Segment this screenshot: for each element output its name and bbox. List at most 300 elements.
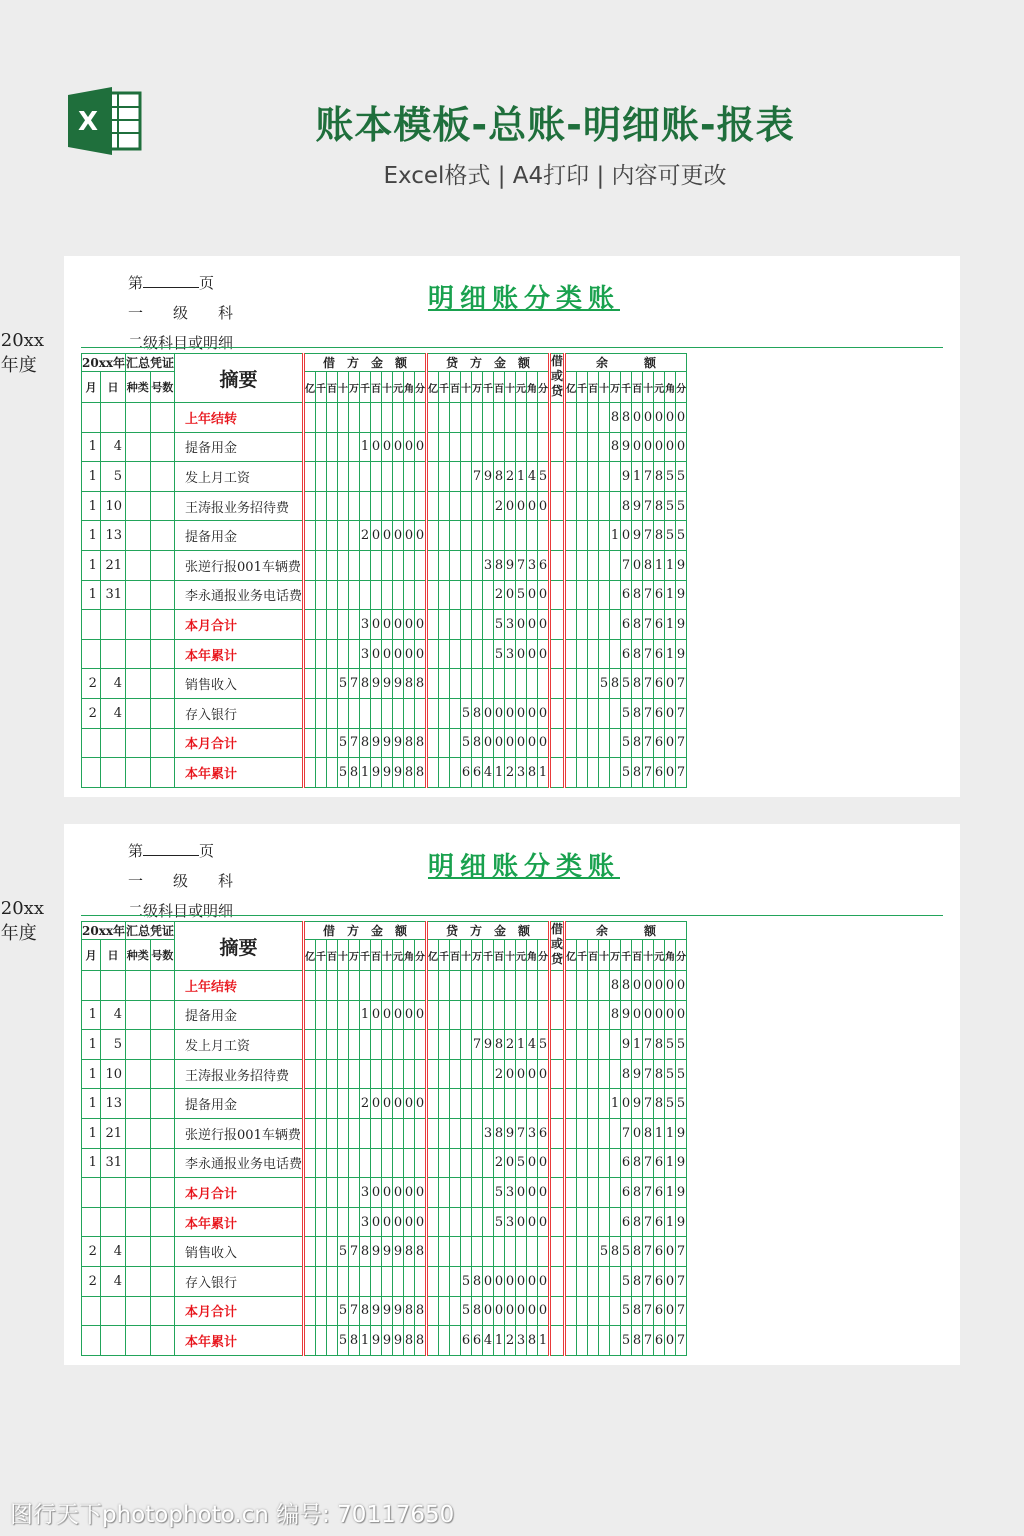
amount-digit: 5	[338, 1237, 349, 1267]
type-cell	[126, 1326, 151, 1356]
amount-digit: 0	[527, 580, 538, 610]
summary-cell: 本年累计	[175, 758, 304, 788]
amount-digit: 0	[415, 1178, 427, 1208]
amount-digit	[588, 728, 599, 758]
amount-digit: 0	[538, 1207, 550, 1237]
amount-digit	[304, 698, 316, 728]
day-cell	[100, 728, 125, 758]
amount-digit	[505, 1237, 516, 1267]
month-cell: 1	[82, 432, 101, 462]
amount-digit: 0	[516, 698, 527, 728]
table-row	[82, 1000, 687, 1030]
amount-digit	[472, 432, 483, 462]
amount-digit: 5	[676, 1059, 687, 1089]
amount-digit	[327, 1266, 338, 1296]
amount-digit: 1	[665, 550, 676, 580]
amount-digit	[327, 1296, 338, 1326]
type-cell	[126, 1237, 151, 1267]
amount-digit	[565, 758, 577, 788]
amount-digit	[599, 491, 610, 521]
amount-digit: 0	[665, 432, 676, 462]
amount-digit: 8	[494, 550, 505, 580]
amount-digit	[371, 1059, 382, 1089]
amount-digit: 0	[505, 491, 516, 521]
amount-digit: 8	[654, 1089, 665, 1119]
table-row	[82, 610, 687, 640]
amount-digit	[439, 1118, 450, 1148]
type-cell	[126, 669, 151, 699]
amount-digit: 3	[505, 1207, 516, 1237]
debit-or-credit-cell	[550, 580, 565, 610]
digit-label: 百	[588, 372, 599, 403]
amount-digit	[393, 1030, 404, 1060]
amount-digit: 7	[676, 758, 687, 788]
amount-digit: 8	[610, 1237, 621, 1267]
amount-digit	[338, 1178, 349, 1208]
amount-digit	[382, 403, 393, 433]
amount-digit	[610, 1118, 621, 1148]
amount-digit	[439, 1237, 450, 1267]
amount-digit	[610, 639, 621, 669]
amount-digit	[610, 1266, 621, 1296]
amount-digit: 9	[371, 758, 382, 788]
amount-digit	[382, 1118, 393, 1148]
month-cell: 2	[82, 1237, 101, 1267]
col-month: 月	[82, 372, 101, 403]
amount-digit	[338, 550, 349, 580]
digit-label: 分	[538, 940, 550, 971]
amount-digit	[494, 1000, 505, 1030]
amount-digit	[349, 462, 360, 492]
amount-digit	[404, 550, 415, 580]
amount-digit	[349, 1030, 360, 1060]
amount-digit	[483, 1148, 494, 1178]
col-balance: 余 额	[565, 354, 687, 372]
amount-digit	[494, 971, 505, 1001]
amount-digit: 5	[621, 1296, 632, 1326]
amount-digit: 7	[349, 1237, 360, 1267]
amount-digit: 1	[665, 1178, 676, 1208]
amount-digit	[461, 1148, 472, 1178]
amount-digit	[450, 1296, 461, 1326]
amount-digit	[461, 550, 472, 580]
amount-digit: 0	[516, 1059, 527, 1089]
debit-or-credit-cell	[550, 1000, 565, 1030]
debit-or-credit-cell	[550, 669, 565, 699]
amount-digit: 8	[632, 610, 643, 640]
amount-digit	[316, 1207, 327, 1237]
amount-digit	[577, 1266, 588, 1296]
amount-digit	[494, 669, 505, 699]
amount-digit	[461, 1237, 472, 1267]
amount-digit	[461, 1030, 472, 1060]
amount-digit	[316, 580, 327, 610]
amount-digit	[599, 1266, 610, 1296]
amount-digit	[360, 1030, 371, 1060]
amount-digit	[588, 550, 599, 580]
type-cell	[126, 758, 151, 788]
amount-digit	[404, 462, 415, 492]
amount-digit	[316, 728, 327, 758]
amount-digit: 0	[415, 1089, 427, 1119]
digit-label: 十	[338, 940, 349, 971]
amount-digit: 5	[665, 462, 676, 492]
digit-label: 亿	[427, 940, 439, 971]
amount-digit	[304, 1148, 316, 1178]
amount-digit	[316, 1237, 327, 1267]
digit-label: 角	[665, 940, 676, 971]
amount-digit	[577, 432, 588, 462]
amount-digit: 9	[382, 758, 393, 788]
amount-digit	[382, 462, 393, 492]
amount-digit	[450, 758, 461, 788]
digit-label: 亿	[304, 940, 316, 971]
amount-digit: 0	[665, 698, 676, 728]
amount-digit	[450, 403, 461, 433]
debit-or-credit-cell	[550, 1207, 565, 1237]
amount-digit: 7	[676, 728, 687, 758]
col-credit: 贷 方 金 额	[427, 922, 550, 940]
amount-digit	[483, 971, 494, 1001]
amount-digit: 7	[621, 1118, 632, 1148]
amount-digit	[588, 1118, 599, 1148]
amount-digit: 8	[632, 580, 643, 610]
amount-digit: 5	[461, 1296, 472, 1326]
amount-digit: 7	[643, 698, 654, 728]
svg-text:X: X	[77, 107, 99, 137]
amount-digit	[338, 1000, 349, 1030]
amount-digit	[427, 669, 439, 699]
col-balance: 余 额	[565, 922, 687, 940]
amount-digit: 2	[360, 521, 371, 551]
amount-digit	[360, 491, 371, 521]
amount-digit	[565, 1266, 577, 1296]
amount-digit	[404, 1148, 415, 1178]
amount-digit: 7	[643, 1296, 654, 1326]
digit-label: 元	[393, 372, 404, 403]
amount-digit: 6	[654, 610, 665, 640]
day-cell: 31	[100, 580, 125, 610]
amount-digit: 8	[404, 728, 415, 758]
amount-digit	[404, 698, 415, 728]
amount-digit: 6	[654, 580, 665, 610]
month-cell	[82, 1207, 101, 1237]
amount-digit	[338, 1030, 349, 1060]
summary-cell: 李永通报业务电话费	[175, 1148, 304, 1178]
debit-or-credit-cell	[550, 1326, 565, 1356]
amount-digit	[472, 971, 483, 1001]
amount-digit: 7	[643, 639, 654, 669]
amount-digit: 0	[371, 610, 382, 640]
amount-digit	[304, 1000, 316, 1030]
amount-digit	[565, 1089, 577, 1119]
amount-digit: 8	[360, 1296, 371, 1326]
amount-digit: 0	[665, 1326, 676, 1356]
amount-digit: 5	[494, 1207, 505, 1237]
amount-digit	[415, 550, 427, 580]
amount-digit	[415, 1030, 427, 1060]
amount-digit: 1	[610, 1089, 621, 1119]
amount-digit: 5	[599, 669, 610, 699]
amount-digit: 9	[621, 1030, 632, 1060]
amount-digit	[565, 403, 577, 433]
digit-label: 十	[505, 940, 516, 971]
amount-digit: 0	[393, 1089, 404, 1119]
amount-digit	[505, 403, 516, 433]
amount-digit: 7	[643, 491, 654, 521]
amount-digit: 8	[415, 669, 427, 699]
amount-digit	[588, 491, 599, 521]
amount-digit: 6	[654, 1326, 665, 1356]
amount-digit: 9	[676, 1178, 687, 1208]
amount-digit: 8	[360, 669, 371, 699]
month-cell	[82, 971, 101, 1001]
amount-digit: 8	[610, 971, 621, 1001]
amount-digit	[371, 462, 382, 492]
amount-digit: 0	[382, 610, 393, 640]
amount-digit	[588, 1266, 599, 1296]
amount-digit: 8	[349, 1326, 360, 1356]
digit-label: 亿	[304, 372, 316, 403]
amount-digit: 9	[382, 728, 393, 758]
amount-digit	[349, 971, 360, 1001]
amount-digit	[360, 1266, 371, 1296]
amount-digit	[599, 432, 610, 462]
day-cell: 5	[100, 462, 125, 492]
amount-digit	[610, 1178, 621, 1208]
number-cell	[150, 1266, 174, 1296]
amount-digit	[565, 1030, 577, 1060]
amount-digit	[427, 1059, 439, 1089]
amount-digit: 8	[632, 1207, 643, 1237]
amount-digit	[577, 669, 588, 699]
amount-digit	[304, 462, 316, 492]
amount-digit	[577, 1059, 588, 1089]
amount-digit	[338, 462, 349, 492]
amount-digit: 7	[643, 1148, 654, 1178]
amount-digit: 1	[360, 1326, 371, 1356]
digit-label: 角	[404, 940, 415, 971]
col-summary: 摘要	[175, 354, 304, 403]
amount-digit	[304, 521, 316, 551]
month-cell	[82, 1296, 101, 1326]
col-type: 种类	[126, 372, 151, 403]
amount-digit: 0	[404, 1000, 415, 1030]
amount-digit	[338, 698, 349, 728]
amount-digit	[461, 1178, 472, 1208]
amount-digit: 0	[676, 1000, 687, 1030]
digit-label: 千	[316, 372, 327, 403]
digit-label: 百	[632, 940, 643, 971]
amount-digit: 7	[643, 610, 654, 640]
amount-digit: 4	[483, 758, 494, 788]
table-row	[82, 1326, 687, 1356]
amount-digit	[565, 610, 577, 640]
amount-digit: 9	[483, 462, 494, 492]
amount-digit: 6	[654, 1237, 665, 1267]
amount-digit: 5	[676, 521, 687, 551]
amount-digit: 0	[393, 1000, 404, 1030]
day-cell	[100, 1207, 125, 1237]
amount-digit: 8	[632, 669, 643, 699]
amount-digit: 0	[516, 1207, 527, 1237]
ledger-panel-2	[0, 824, 960, 1365]
amount-digit	[427, 491, 439, 521]
digit-label: 万	[610, 372, 621, 403]
type-cell	[126, 1059, 151, 1089]
amount-digit	[439, 491, 450, 521]
digit-label: 万	[349, 372, 360, 403]
amount-digit: 0	[527, 639, 538, 669]
amount-digit	[450, 580, 461, 610]
amount-digit: 0	[621, 521, 632, 551]
amount-digit: 5	[599, 1237, 610, 1267]
amount-digit: 2	[360, 1089, 371, 1119]
amount-digit: 9	[382, 669, 393, 699]
amount-digit: 0	[382, 1000, 393, 1030]
amount-digit: 9	[632, 1059, 643, 1089]
amount-digit	[450, 728, 461, 758]
amount-digit: 0	[483, 1266, 494, 1296]
amount-digit: 3	[527, 1118, 538, 1148]
amount-digit	[599, 1059, 610, 1089]
number-cell	[150, 1207, 174, 1237]
amount-digit	[349, 1000, 360, 1030]
amount-digit: 5	[461, 728, 472, 758]
amount-digit	[327, 1089, 338, 1119]
amount-digit: 7	[643, 1207, 654, 1237]
amount-digit: 3	[516, 1326, 527, 1356]
amount-digit	[588, 1296, 599, 1326]
amount-digit: 5	[665, 1089, 676, 1119]
amount-digit	[610, 1207, 621, 1237]
month-cell: 2	[82, 669, 101, 699]
amount-digit	[349, 698, 360, 728]
amount-digit	[316, 1000, 327, 1030]
amount-digit	[577, 1000, 588, 1030]
amount-digit	[538, 521, 550, 551]
amount-digit: 3	[516, 758, 527, 788]
digit-label: 十	[505, 372, 516, 403]
amount-digit: 9	[676, 1118, 687, 1148]
amount-digit	[338, 971, 349, 1001]
amount-digit	[404, 971, 415, 1001]
amount-digit: 1	[665, 1148, 676, 1178]
ledger-title: 明细账分类账	[427, 852, 620, 882]
digit-label: 百	[371, 940, 382, 971]
amount-digit	[577, 1237, 588, 1267]
amount-digit	[360, 1148, 371, 1178]
amount-digit	[588, 669, 599, 699]
amount-digit: 8	[404, 1326, 415, 1356]
amount-digit	[610, 758, 621, 788]
amount-digit	[360, 580, 371, 610]
amount-digit: 9	[371, 1326, 382, 1356]
month-cell: 1	[82, 1059, 101, 1089]
amount-digit: 0	[538, 1178, 550, 1208]
amount-digit: 3	[360, 610, 371, 640]
amount-digit	[577, 698, 588, 728]
day-cell: 4	[100, 432, 125, 462]
col-day: 日	[100, 940, 125, 971]
amount-digit: 5	[338, 728, 349, 758]
table-row	[82, 758, 687, 788]
amount-digit: 0	[654, 432, 665, 462]
amount-digit: 6	[654, 1266, 665, 1296]
amount-digit	[577, 1296, 588, 1326]
digit-label: 百	[588, 940, 599, 971]
amount-digit	[393, 698, 404, 728]
amount-digit	[415, 698, 427, 728]
amount-digit: 2	[494, 580, 505, 610]
amount-digit	[349, 1059, 360, 1089]
amount-digit	[565, 971, 577, 1001]
amount-digit: 0	[527, 698, 538, 728]
amount-digit	[338, 639, 349, 669]
debit-or-credit-cell	[550, 1178, 565, 1208]
digit-label: 千	[621, 940, 632, 971]
amount-digit	[316, 521, 327, 551]
amount-digit: 8	[632, 639, 643, 669]
amount-digit	[316, 639, 327, 669]
amount-digit	[427, 462, 439, 492]
amount-digit	[577, 1089, 588, 1119]
amount-digit: 1	[538, 1326, 550, 1356]
amount-digit	[565, 521, 577, 551]
amount-digit	[439, 403, 450, 433]
digit-label: 十	[382, 372, 393, 403]
amount-digit: 6	[621, 1148, 632, 1178]
digit-label: 千	[439, 940, 450, 971]
amount-digit: 0	[505, 728, 516, 758]
amount-digit: 0	[632, 971, 643, 1001]
digit-label: 十	[599, 940, 610, 971]
amount-digit	[577, 1326, 588, 1356]
table-row	[82, 1059, 687, 1089]
amount-digit: 5	[676, 462, 687, 492]
summary-cell: 存入银行	[175, 698, 304, 728]
digit-label: 百	[450, 372, 461, 403]
amount-digit	[404, 1266, 415, 1296]
amount-digit	[427, 1296, 439, 1326]
amount-digit	[427, 580, 439, 610]
amount-digit: 0	[643, 403, 654, 433]
digit-label: 千	[439, 372, 450, 403]
amount-digit	[349, 1178, 360, 1208]
amount-digit: 6	[472, 1326, 483, 1356]
amount-digit	[588, 580, 599, 610]
amount-digit: 5	[621, 669, 632, 699]
amount-digit: 5	[516, 580, 527, 610]
col-number: 号数	[150, 940, 174, 971]
summary-cell: 发上月工资	[175, 1030, 304, 1060]
amount-digit	[371, 698, 382, 728]
month-cell: 1	[82, 580, 101, 610]
amount-digit: 1	[665, 610, 676, 640]
amount-digit	[599, 639, 610, 669]
type-cell	[126, 728, 151, 758]
type-cell	[126, 491, 151, 521]
amount-digit	[450, 1266, 461, 1296]
amount-digit	[304, 1059, 316, 1089]
amount-digit: 8	[360, 1237, 371, 1267]
amount-digit: 9	[632, 521, 643, 551]
amount-digit	[327, 1000, 338, 1030]
amount-digit	[304, 1296, 316, 1326]
debit-or-credit-cell	[550, 432, 565, 462]
amount-digit	[316, 462, 327, 492]
amount-digit	[304, 971, 316, 1001]
